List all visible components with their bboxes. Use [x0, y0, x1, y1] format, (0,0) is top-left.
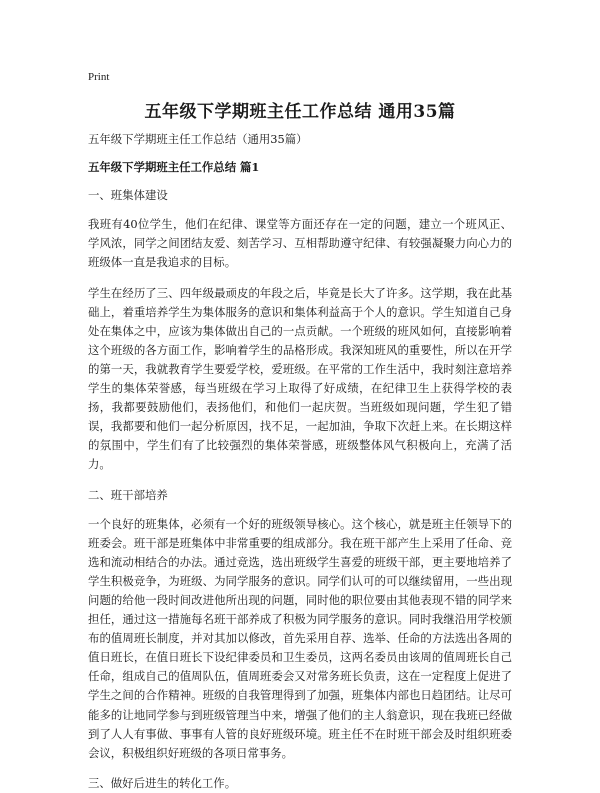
section-title: 五年级下学期班主任工作总结 篇1 [88, 160, 260, 175]
paragraph-cadre-training: 一个良好的班集体，必须有一个好的班级领导核心。这个核心，就是班主任领导下的班委会。班干部是班集体中非常重要的组成部分。我在班干部产生上采用了任命、竞选和流动相结合的办法。通过竞选，选出班级学生喜爱的班级干部，更主要地培养了学生积极竞争，为班级、为同学服务的意识。同学们认可的可以继续留用，一些出现问题的给他一段时间改进他所出现的问题，同时他的职位要由其他表现不错的同学来担任，通过这一措施每名班干部养成了积极为同学服务的意识。同时我继沿用学校颁布的值周班长制度，并对其加以修改，首先采用自荐、选举、任命的方法选出各周的值日班长，在值日班长下设纪律委员和卫生委员，这两名委员由该周的值周班长自己任命，组成自己的值周队伍，值周班委会又对常务班长负责，这在一定程度上促进了学生之间的合作精神。班级的自我管理得到了加强，班集体内部也日趋团结。让尽可能多的让地同学参与到班级管理当中来，增强了他们的主人翁意识，现在我班已经做到了人人有事做、事事有人管的良好班级环境。班主任不在时班干部会及时组织班委会议，积极组织好班级的各项日常事务。 [88, 516, 512, 760]
print-link[interactable]: Print [88, 71, 110, 83]
heading-class-building: 一、班集体建设 [88, 188, 168, 203]
heading-underachievers: 三、做好后进生的转化工作。 [88, 775, 237, 790]
heading-cadre-training: 二、班干部培养 [88, 487, 168, 502]
paragraph-class-spirit: 学生在经历了三、四年级最顽皮的年段之后，毕竟是长大了许多。这学期，我在此基础上，着重培养学生为集体服务的意识和集体利益高于个人的意识。学生知道自己身处在集体之中，应该为集体做出自己的一点贡献。一个班级的班风如何，直接影响着这个班级的各方面工作，影响着学生的品格形成。我深知班风的重要性，所以在开学的第一天，我就教育学生要爱学校，爱班级。在平常的工作生活中，我时刻注意培养学生的集体荣誉感，每当班级在学习上取得了好成绩，在纪律卫生上获得学校的表扬，我都要鼓励他们，表扬他们，和他们一起庆贺。当班级如现问题，学生犯了错误，我都要和他们一起分析原因，找不足，一起加油，争取下次赶上来。在长期这样的氛围中，学生们有了比较强烈的集体荣誉感，班级整体风气积极向上，充满了活力。 [88, 285, 512, 472]
document-subtitle: 五年级下学期班主任工作总结（通用35篇） [88, 132, 308, 146]
document-body [88, 130, 512, 793]
paragraph-class-intro: 我班有40位学生，他们在纪律、课堂等方面还存在一定的问题，建立一个班风正、学风浓，同学之间团结友爱、刻苦学习、互相帮助遵守纪律、有较强凝聚力向心力的班级体一直是我追求的目标。 [88, 217, 512, 270]
document-title: 五年级下学期班主任工作总结 通用35篇 [144, 102, 456, 122]
